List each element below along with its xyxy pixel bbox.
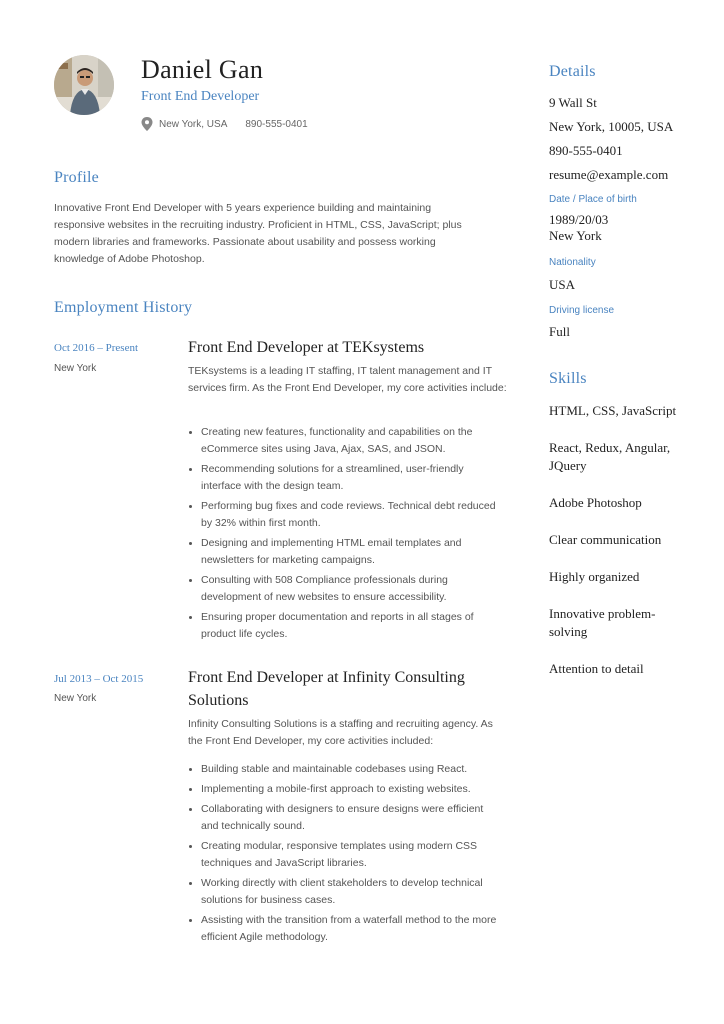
profile-heading: Profile (54, 169, 99, 186)
candidate-name: Daniel Gan (141, 55, 264, 84)
details-email: resume@example.com (549, 167, 669, 182)
job-title: Front End Developer at TEKsystems (188, 339, 425, 356)
list-item: Designing and implementing HTML email templates and newsletters for marketing campaigns. (188, 535, 498, 569)
list-item: Working directly with client stakeholders to develop technical solutions for business cases. (188, 875, 498, 909)
location-pin-icon (141, 117, 153, 131)
job-city: New York (54, 693, 97, 704)
profile-text: Innovative Front End Developer with 5 years experience building and maintaining responsive websites in the recruiting industry. Proficient in HTML, CSS, JavaScript; plus modern libraries and frameworks. Passionate about usability and possess working knowledge of Adobe Photoshop. (54, 202, 462, 265)
skill-item: React, Redux, Angular, JQuery (549, 440, 671, 473)
list-item: Implementing a mobile-first approach to existing websites. (188, 781, 498, 798)
list-item: Performing bug fixes and code reviews. Technical debt reduced by 32% within first month. (188, 498, 498, 532)
birth-date: 1989/20/03 (549, 212, 609, 227)
details-heading: Details (549, 63, 596, 80)
list-item: Recommending solutions for a streamlined, user-friendly interface with the design team. (188, 461, 498, 495)
list-item: Assisting with the transition from a waterfall method to the more efficient Agile methodology. (188, 912, 498, 946)
license-value: Full (549, 324, 570, 339)
details-phone: 890-555-0401 (549, 143, 623, 158)
avatar (54, 55, 114, 115)
skill-item: Clear communication (549, 532, 662, 547)
nationality-label: Nationality (549, 257, 596, 268)
list-item: Building stable and maintainable codebases using React. (188, 761, 498, 778)
list-item: Ensuring proper documentation and reports in all stages of product life cycles. (188, 609, 498, 643)
birth-label: Date / Place of birth (549, 194, 637, 205)
list-item: Collaborating with designers to ensure designs were efficient and technically sound. (188, 801, 498, 835)
job-city: New York (54, 363, 97, 374)
profile-photo (54, 55, 114, 115)
list-item: Creating modular, responsive templates using modern CSS techniques and JavaScript libraries. (188, 838, 498, 872)
candidate-job-title: Front End Developer (141, 89, 260, 104)
location-text: New York, USA (159, 118, 228, 130)
phone-text: 890-555-0401 (245, 118, 308, 130)
job-summary: Infinity Consulting Solutions is a staffing and recruiting agency. As the Front End Developer, my core activities included: (188, 718, 493, 747)
address-street: 9 Wall St (549, 95, 597, 110)
job-bullets (188, 424, 498, 646)
skill-item: Attention to detail (549, 661, 644, 676)
nationality-value: USA (549, 277, 576, 292)
contact-row (141, 117, 308, 131)
list-item: Creating new features, functionality and capabilities on the eCommerce sites using Java, Ajax, SAS, and JSON. (188, 424, 498, 458)
birth-place: New York (549, 228, 602, 243)
skills-heading: Skills (549, 370, 587, 387)
job-title: Front End Developer at Infinity Consulting Solutions (188, 669, 465, 709)
job-dates: Jul 2013 – Oct 2015 (54, 673, 144, 685)
skill-item: HTML, CSS, JavaScript (549, 403, 677, 418)
list-item: Consulting with 508 Compliance professionals during development of new websites to ensure accessibility. (188, 572, 498, 606)
license-label: Driving license (549, 305, 615, 316)
address-city: New York, 10005, USA (549, 119, 674, 134)
skill-item: Adobe Photoshop (549, 495, 642, 510)
job-bullets (188, 761, 498, 949)
job-summary: TEKsystems is a leading IT staffing, IT talent management and IT services firm. As the Front End Developer, my core activities include: (188, 365, 507, 394)
skill-item: Innovative problem-solving (549, 606, 656, 639)
skill-item: Highly organized (549, 569, 640, 584)
employment-heading: Employment History (54, 299, 193, 316)
job-dates: Oct 2016 – Present (54, 342, 139, 354)
